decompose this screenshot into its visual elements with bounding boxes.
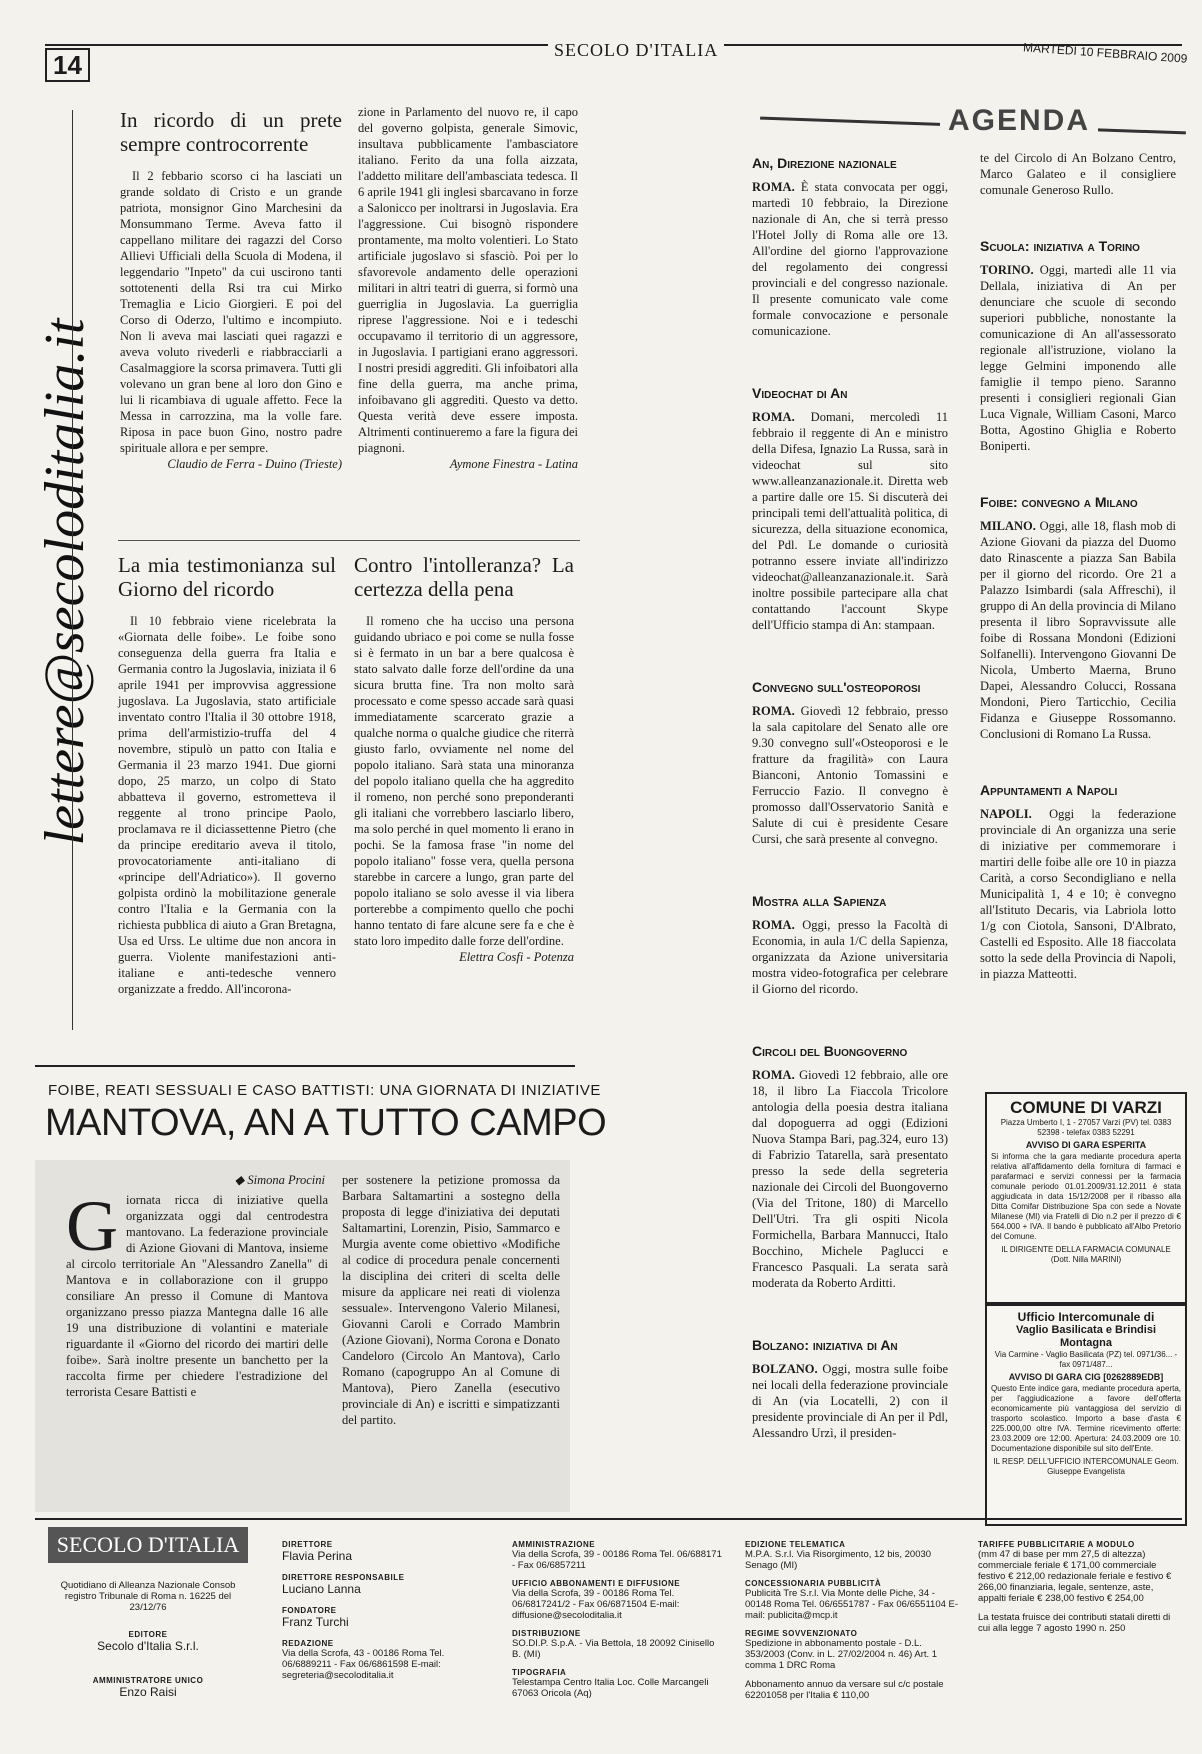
- letter-1-title: In ricordo di un prete sempre controcorrente: [120, 108, 342, 156]
- letters-separator: [118, 540, 580, 541]
- feature-dropcap: G: [66, 1186, 118, 1266]
- ad-vaglio-text: Questo Ente indice gara, mediante procedura aperta, per l'aggiudicazione a favore dell'offerta economicamente più vantaggiosa del servizio di trasporto scolastico. Importo a base d'asta € 225.000,00 oltre IVA. Termine ricevimento offerte: 23.03.2009 ore 12:00. Apertura: 24.03.2009 ore 10. Documentazione disponibile sul sito dell'Ente.: [991, 1384, 1181, 1453]
- feature-rule: [35, 1065, 575, 1067]
- ad-vaglio-basilicata: [985, 1304, 1187, 1526]
- agenda-item: [980, 238, 1176, 454]
- agenda-item: [980, 150, 1176, 198]
- ad-vaglio-address: Via Carmine - Vaglio Basilicata (PZ) tel. 0971/36... - fax 0971/487...: [994, 1350, 1178, 1369]
- agenda-item-text: ROMA. Oggi, presso la Facoltà di Economia, in aula 1/C della Sapienza, organizzata da Azione universitaria mostra video-fotografica per celebrare il Giorno del ricordo.: [752, 918, 949, 996]
- masthead: SECOLO D'ITALIA: [548, 40, 724, 61]
- letter-2: [118, 553, 336, 997]
- ad-varzi-title: COMUNE DI VARZI: [1010, 1098, 1162, 1117]
- feature-kicker: FOIBE, REATI SESSUALI E CASO BATTISTI: UNA GIORNATA DI INIZIATIVE: [48, 1082, 601, 1099]
- agenda-item: [752, 893, 948, 997]
- agenda-item-heading: Foibe: convegno a Milano: [980, 494, 1138, 510]
- footer-amministratore: AMMINISTRATORE UNICO Enzo Raisi: [92, 1676, 204, 1699]
- footer-tagline: Quotidiano di Alleanza Nazionale Consob registro Tribunale di Roma n. 16225 del 23/12/76: [60, 1580, 236, 1613]
- ad-vaglio-subtitle: AVVISO DI GARA CIG [0262889EDB]: [1008, 1372, 1164, 1382]
- letter-continuation: [358, 104, 578, 472]
- footer-direzione: DIRETTORE Flavia Perina DIRETTORE RESPONSABILE Luciano Lanna FONDATORE Franz Turchi REDAZIONE Via della Scrofa, 43 - 00186 Roma Tel. 06/6889211 - Fax 06/6861598 E-mail: segreteria@secoloditalia.it: [282, 1540, 445, 1681]
- agenda-item: [752, 1043, 948, 1291]
- agenda-item-heading: Videochat di An: [752, 385, 848, 401]
- agenda-item-text: te del Circolo di An Bolzano Centro, Marco Galateo e il consigliere comunale Generoso Rullo.: [980, 151, 1176, 197]
- letter-1: [120, 108, 342, 472]
- footer-amministrazione: AMMINISTRAZIONE Via della Scrofa, 39 - 00186 Roma Tel. 06/688171 - Fax 06/6857211 UFFICIO ABBONAMENTI E DIFFUSIONE Via della Scrofa, 39 - 00186 Roma Tel. 06/6817241/2 - Fax 06/6871504 E-mail: diffusione@secoloditalia.it DISTRIBUZIONE SO.DI.P. S.p.A. - Via Bettola, 18 20092 Cinisello B. (MI) TIPOGRAFIA Telestampa Centro Italia Loc. Colle Marcangeli 67063 Oricola (Aq): [512, 1540, 722, 1699]
- page-number: 14: [45, 48, 90, 82]
- letter-continuation-body: zione in Parlamento del nuovo re, il capo del governo golpista, generale Simovic, insultava pubblicamente l'ambasciatore italiano. Ferito da una folla aizzata, l'addetto militare dell'ambasciata tedesca. Il 6 aprile 1941 gli inglesi sbarcavano in forze a Salonicco per inoltrarsi in Jugoslavia. Era l'aggressione. Cui bisognò rispondere prontamente, ma molto volentieri. Lo Stato artificiale jugoslavo si sfasciò. Poi per lo sfavorevole andamento delle operazioni militari in altri teatri di guerra, si formò una guerriglia in Jugoslavia. La guerriglia riprese l'aggressione. Noi e i tedeschi occupavamo il territorio di un aggressore, in Jugoslavia. I partigiani erano aggressori. I nostri presidi aggrediti. Gli infoibatori alla fine della guerra, ma anche prima, infoibavano gli aggrediti. Questo va detto. Questa verità deve essere imposta. Altrimenti continueremo a fare la figura dei piagnoni.: [358, 105, 578, 455]
- agenda-item-text: ROMA. Giovedì 12 febbraio, alle ore 18, il libro La Fiaccola Tricolore antologia della poesia destra italiana dal dopoguerra ad oggi (Edizioni Nuova Stampa Bari, pag.324, euro 13) di Fabrizio Tatarella, sarà presentato presso la sede della segreteria nazionale dei Circoli del Buongoverno (Via del Tritone, 180) di Marcello Dell'Utri. Tra gli ospiti Nicola Formichella, Barbara Mannucci, Italo Bocchino, Michele Paglucci e Francesco Pasquali. La serata sarà moderata da Roberto Arditti.: [752, 1068, 949, 1290]
- agenda-item-heading: Circoli del Buongoverno: [752, 1043, 908, 1059]
- feature-body-1: iornata ricca di iniziative quella organizzata oggi dal centrodestra mantovano. La federazione provinciale di Azione Giovani di Mantova, insieme al circolo territoriale An "Alessandro Zanella" di Mantova e in collaborazione con il gruppo consiliare An presso il Comune di Mantova organizzano presso piazza Mantegna dalle 16 alle 19 una distribuzione di volantini e materiale riguardante il «Giorno del ricordo dei martiri delle foibe». Sarà inoltre presente un banchetto per la raccolta firme per chiedere l'estradizione del terrorista Cesare Battisti e: [66, 1193, 328, 1399]
- ad-vaglio-title-2: Vaglio Basilicata e Brindisi Montagna: [1016, 1324, 1156, 1349]
- agenda-item-text: ROMA. È stata convocata per oggi, martedì 10 febbraio, la Direzione nazionale di An, che si terrà presso l'Hotel Jolly di Roma alle ore 13. All'ordine del giorno l'approvazione del regolamento dei congressi provinciali e del congresso nazionale. Il presente comunicato vale come formale convocazione e personale comunicazione.: [752, 180, 948, 338]
- feature-headline: MANTOVA, AN A TUTTO CAMPO: [45, 1102, 607, 1144]
- letter-2-title: La mia testimonianza sul Giorno del ricordo: [118, 553, 336, 601]
- letters-email-title[interactable]: lettere@secoloditalia.it: [34, 318, 96, 846]
- agenda-item-heading: Mostra alla Sapienza: [752, 893, 887, 909]
- letter-3-signature: Elettra Cosfi - Potenza: [459, 950, 574, 964]
- agenda-item: [980, 494, 1176, 742]
- agenda-item-text: ROMA. Giovedì 12 febbraio, presso la sala capitolare del Senato alle ore 9.30 convegno sull'«Osteoporosi e le fratture da fragilità» con Laura Bianconi, Antonio Tomassini e Ferruccio Fazio. Il convegno è promosso dall'Osservatorio Sanità e Salute di cui è presidente Cesare Cursi, che sarà presente al convegno.: [752, 704, 948, 846]
- ad-varzi-text: Si informa che la gara mediante procedura aperta relativa all'affidamento della fornitura di farmaci e parafarmaci e servizi connessi per la farmacia comunale periodo 01.01.2009/31.12.2011 è stata aggiudicata in data 15/12/2008 per il ribasso alla Ditta Comifar Distribuzione Spa con sede a Novate Milanese (MI) via Fratelli di Dio n.2 per il prezzo di € 564.000 + IVA. Il bando è pubblicato all'Albo Pretorio del Comune.: [991, 1152, 1181, 1241]
- letters-sidebar: [20, 110, 96, 1040]
- footer-rule: [35, 1518, 1182, 1520]
- issue-date: MARTEDÌ 10 FEBBRAIO 2009: [1023, 40, 1189, 66]
- ad-vaglio-title: Ufficio Intercomunale di: [1017, 1310, 1155, 1324]
- letter-3: [354, 553, 574, 965]
- agenda-item-heading: Appuntamenti a Napoli: [980, 782, 1118, 798]
- agenda-item-text: BOLZANO. Oggi, mostra sulle foibe nei locali della federazione provinciale di An (via Locatelli, 2) con il presidente provinciale di An per il Pdl, Alessandro Urzì, il presiden-: [752, 1362, 948, 1440]
- agenda-column-right: [980, 150, 1176, 982]
- agenda-column-left: [752, 155, 948, 1441]
- letter-3-body: Il romeno che ha ucciso una persona guidando ubriaco e poi come se nulla fosse si è fermato in un bar a bere qualcosa è stato salvato dalle forze dell'ordine da una sicura brutta fine. Tra non molto sarà processato e come spesso accade sarà quasi immediatamente scarcerato grazie a qualche norma o qualche giudice che riterrà giusto farlo, ovviamente nel nome del popolo italiano. Sarà stata una minoranza del popolo italiano quella che ha aggredito il romeno, non perché sono preponderanti gli italiani che vorrebbero lasciarlo libero, ma solo perché in quel momento li erano in pochi. Se la famosa frase "in nome del popolo italiano" fosse vera, quella persona starebbe in carcere a lungo, gran parte del popolo italiano se solo avesse il via libera porterebbe a compimento quello che pochi hanno tentato di fare alcune sere fa e che è stato loro impedito dalle forze dell'ordine.: [354, 614, 574, 948]
- footer-logo: SECOLO D'ITALIA: [48, 1527, 248, 1563]
- feature-byline: ◆ Simona Procini: [234, 1173, 325, 1187]
- feature-col-2: [342, 1172, 560, 1428]
- agenda-item: [980, 782, 1176, 982]
- agenda-item: [752, 385, 948, 633]
- feature-byline-name: Simona Procini: [247, 1173, 325, 1187]
- agenda-item-text: NAPOLI. Oggi la federazione provinciale di An organizza una serie di iniziative per commemorare i martiri delle foibe alle ore 10 in piazza Carità, a corso Secondigliano e nella Municipalità 1, 4 e 10; è convegno all'Istituto Decaris, via Labriola lotto 1/g con Ciotola, Sansoni, D'Albrato, Castelli ed Esposito. Alle 18 fiaccolata sotto la sede della Provincia di Napoli, in piazza Matteotti.: [980, 807, 1176, 981]
- agenda-item-heading: Scuola: iniziativa a Torino: [980, 238, 1140, 254]
- footer-editore: EDITORE Secolo d'Italia S.r.l.: [97, 1630, 199, 1653]
- agenda-title: AGENDA: [940, 104, 1098, 138]
- ad-vaglio-signer: IL RESP. DELL'UFFICIO INTERCOMUNALE Geom. Giuseppe Evangelista: [993, 1457, 1179, 1476]
- agenda-item-text: MILANO. Oggi, alle 18, flash mob di Azione Giovani da piazza del Duomo dato Rinascente a piazza San Babila per il giorno del ricordo. Ore 21 a Palazzo Isimbardi (sala Affreschi), il gruppo di An della provincia di Milano presenta il libro Sopravvissute alle foibe di Rossana Mondoni (Edizioni Solfanelli). Intervengono Giovanni De Nicola, Umberto Maerna, Bruno Dapei, Alessandro Colucci, Rossana Mondoni, Piero Tarticchio, Cecilia Fidanza e Giuseppe Rossomanno. Conclusioni di Romano La Russa.: [980, 519, 1177, 741]
- feature-col-1: [66, 1186, 328, 1400]
- letter-2-body: Il 10 febbraio viene ricelebrata la «Giornata delle foibe». Le foibe sono conseguenza della guerra fra Italia e Germania contro la Jugoslavia, iniziata il 6 aprile 1941 per improvvisa aggressione jugoslava. La Jugoslavia, stato artificiale inventato contro l'Italia il 30 ottobre 1918, prima dell'armistizio-truffa del 4 novembre, stipulò un patto con Italia e Germania il 23 marzo 1941. Due giorni dopo, 25 marzo, un colpo di Stato abbatteva il governo, estrometteva il reggente al trono principe Paolo, proclamava re il diciassettenne Pietro (che da principe ereditario aveva il titolo, provocatoriamente anti-italiano di «principe dell'Adriatico»). Il governo golpista ordinò la mobilitazione generale contro l'Italia e la Germania con la richiesta pubblica di aiuto a Gran Bretagna, Usa ed Urss. Le ultime due non ancora in guerra. Violente manifestazioni anti-italiane e anti-tedesche vennero organizzate a freddo. All'incorona-: [118, 614, 336, 996]
- agenda-item: [752, 155, 948, 339]
- ad-comune-varzi: [985, 1092, 1187, 1304]
- feature-body-2: per sostenere la petizione promossa da Barbara Saltamartini a sostegno della proposta di legge d'iniziativa dei deputati Saltamartini, Lorenzin, Pisio, Sammarco e Murgia avente come obiettivo «Modifiche al codice di procedura penale concernenti la disciplina dei criteri di scelta delle misure da applicare nei reati di violenza sessuale». Intervengono Valerio Milanesi, Giovanni Caroli e Corrado Mambrin (Azione Giovani), Norma Corona e Donato Candeloro (Circolo An Mantova), Carlo Romano (capogruppo An al Comune di Mantova), Piero Zanella (esecutivo provinciale di An) e iscritti e simpatizzanti del partito.: [342, 1173, 560, 1427]
- letter-3-title: Contro l'intolleranza? La certezza della pena: [354, 553, 574, 601]
- agenda-item-text: TORINO. Oggi, martedì alle 11 via Dellala, iniziativa di An per denunciare che scuole di secondo superiori pubbliche, nonostante la comunicazione di An all'assessorato regionale all'istruzione, violano la legge Gelmini imponendo alle famiglie il tempo pieno. Saranno presenti i consiglieri regionali Gian Luca Vignale, William Casoni, Marco Botta, Agostino Ghiglia e Roberto Boniperti.: [980, 263, 1177, 453]
- footer-edizione: EDIZIONE TELEMATICA M.P.A. S.r.l. Via Risorgimento, 12 bis, 20030 Senago (MI) CONCESSIONARIA PUBBLICITÀ Publicità Tre S.r.l. Via Monte delle Piche, 34 - 00148 Roma Tel. 06/6551787 - Fax 06/6551104 E-mail: publicita@mcp.it REGIME SOVVENZIONATO Spedizione in abbonamento postale - D.L. 353/2003 (Conv. in L. 27/02/2004 n. 46) Art. 1 comma 1 DRC Roma Abbonamento annuo da versare sul c/c postale 62201058 per l'Italia € 110,00: [745, 1540, 959, 1701]
- letter-1-body: Il 2 febbario scorso ci ha lasciati un grande soldato di Cristo e un grande patriota, monsignor Gino Marchesini da Monsummano Terme. Aveva fatto il cappellano militare dei ragazzi del Corso Allievi Ufficiali della Scuola di Modena, il leggendario "Inpeto" da cui uscirono tanti sottotenenti della Rsi tra cui Mirko Tremaglia e Licio Giorgieri. E poi del Corso di Oderzo, l'ultimo e incompiuto. Non li aveva mai lasciati quei ragazzi e aveva voluto rivederli e riabbracciarli a Casalmaggiore la scorsa primavera. Tutti gli volevano un gran bene al loro don Gino e lui li ricambiava di uguale affetto. Fece la Messa in carrozzina, ma la volle fare. Riposa in pace buon Gino, nostro padre spirituale allora e per sempre.: [120, 169, 342, 455]
- agenda-item: [752, 1337, 948, 1441]
- letter-continuation-signature: Aymone Finestra - Latina: [449, 457, 578, 471]
- agenda-item-heading: An, Direzione nazionale: [752, 155, 897, 171]
- agenda-item: [752, 679, 948, 847]
- ad-varzi-signer: IL DIRIGENTE DELLA FARMACIA COMUNALE (Dott. Nilla MARINI): [1001, 1245, 1171, 1264]
- agenda-item-heading: Convegno sull'osteoporosi: [752, 679, 921, 695]
- footer-tariffe: TARIFFE PUBBLICITARIE A MODULO (mm 47 di base per mm 27,5 di altezza) commerciale feriale € 171,00 commerciale festivo € 212,00 redazionale feriale e festivo € 266,00 finanziaria, legale, sentenze, aste, appalti feriale € 238,00 festivo € 254,00 La testata fruisce dei contributi statali diretti di cui alla legge 7 agosto 1990 n. 250: [978, 1540, 1172, 1634]
- agenda-item-text: ROMA. Domani, mercoledì 11 febbraio il reggente di An e ministro della Difesa, Ignazio La Russa, sarà in videochat sul sito www.alleanzanazionale.it. Diretta web a partire dalle ore 15. Si discuterà dei principali temi dell'attualità politica, di sicurezza, della situazione economica, del Pdl. Le domande o curiosità potranno essere inviate all'indirizzo videochat@alleanzanazionale.it. Sarà inoltre possibile partecipare alla chat contattando l'account Skype dell'Ufficio stampa di An: stampaan.: [752, 410, 948, 632]
- sidebar-divider: [72, 110, 73, 1030]
- agenda-item-heading: Bolzano: iniziativa di An: [752, 1337, 898, 1353]
- letter-1-signature: Claudio de Ferra - Duino (Trieste): [167, 457, 342, 471]
- ad-varzi-address: Piazza Umberto I, 1 - 27057 Varzi (PV) tel. 0383 52398 - telefax 0383 52291: [1000, 1118, 1172, 1137]
- ad-varzi-subtitle: AVVISO DI GARA ESPERITA: [1025, 1140, 1147, 1150]
